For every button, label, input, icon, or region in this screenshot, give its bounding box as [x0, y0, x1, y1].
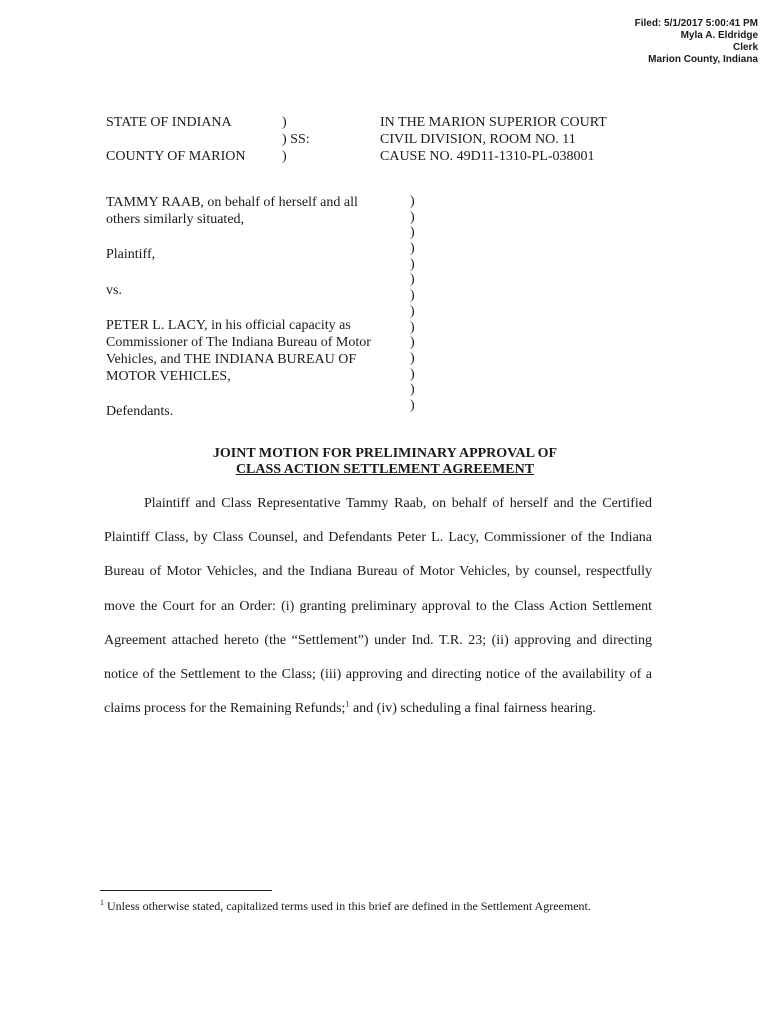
- paren-mark: ): [410, 256, 415, 272]
- paren-mark: ): [410, 288, 415, 304]
- document-title: [0, 446, 770, 478]
- footnote: [100, 899, 591, 913]
- plaintiff-name-line-2: others similarly situated,: [106, 212, 245, 227]
- paren-mark: ): [410, 194, 415, 209]
- paren-mark: ): [410, 209, 415, 225]
- paren-mark: ): [410, 241, 415, 257]
- filed-timestamp: Filed: 5/1/2017 5:00:41 PM: [634, 18, 758, 29]
- motion-text-part-1: Plaintiff and Class Representative Tammy Raab, on behalf of herself and the Certified Plaintiff Class, by Class Counsel, and Defendants Peter L. Lacy, Commissioner of the Indiana Bureau of Motor Vehicles, and the Indiana Bureau of Motor Vehicles, by counsel, respectfully move the Court for an Order: (i) granting preliminary approval to the Class Action Settlement Agreement attached hereto (the “Settlement”) under Ind. T.R. 23; (ii) approving and directing notice of the Settlement to the Class; (iii) approving and directing notice of the availability of a claims process for the Remaining Refunds;: [104, 496, 652, 717]
- caption-cause-number: CAUSE NO. 49D11-1310-PL-038001: [380, 149, 595, 164]
- caption-paren-column: [410, 194, 415, 414]
- paren-mark: ): [410, 397, 415, 413]
- paren-mark: ): [410, 272, 415, 288]
- versus-label: vs.: [106, 283, 122, 298]
- clerk-name: Myla A. Eldridge: [680, 30, 758, 41]
- caption-state: STATE OF INDIANA: [106, 115, 232, 130]
- footnote-text: Unless otherwise stated, capitalized terms used in this brief are defined in the Settlement Agreement.: [104, 899, 591, 913]
- caption-county: COUNTY OF MARION: [106, 149, 246, 164]
- paren-mark: ): [410, 335, 415, 351]
- footnote-reference[interactable]: 1: [345, 699, 350, 709]
- plaintiff-name-line-1: TAMMY RAAB, on behalf of herself and all: [106, 195, 358, 210]
- caption-paren-3: ): [282, 149, 287, 164]
- paren-mark: ): [410, 382, 415, 398]
- footnote-number: 1: [100, 898, 104, 907]
- caption-division: CIVIL DIVISION, ROOM NO. 11: [380, 132, 576, 147]
- defendant-name-line-3: Vehicles, and THE INDIANA BUREAU OF: [106, 352, 357, 367]
- plaintiff-label: Plaintiff,: [106, 247, 156, 262]
- paren-mark: ): [410, 319, 415, 335]
- defendant-name: [106, 317, 371, 385]
- clerk-role: Clerk: [732, 42, 758, 53]
- defendant-label: Defendants.: [106, 404, 174, 419]
- paren-mark: ): [410, 303, 415, 319]
- motion-paragraph: [104, 487, 652, 726]
- caption-ss: ) SS:: [282, 132, 310, 147]
- paren-mark: ): [410, 350, 415, 366]
- footnote-divider: [100, 890, 272, 891]
- document-title-line-1: JOINT MOTION FOR PRELIMINARY APPROVAL OF: [212, 446, 558, 461]
- caption-paren-1: ): [282, 115, 287, 130]
- filing-stamp: [635, 18, 758, 66]
- defendant-name-line-2: Commissioner of The Indiana Bureau of Motor: [106, 335, 371, 350]
- caption-court: IN THE MARION SUPERIOR COURT: [380, 115, 607, 130]
- clerk-county: Marion County, Indiana: [648, 54, 758, 65]
- document-title-line-2: CLASS ACTION SETTLEMENT AGREEMENT: [235, 462, 535, 477]
- plaintiff-name: [106, 194, 358, 228]
- paren-mark: ): [410, 225, 415, 241]
- motion-text-part-2: and (iv) scheduling a final fairness hearing.: [349, 701, 596, 717]
- defendant-name-line-4: MOTOR VEHICLES,: [106, 369, 231, 384]
- paren-mark: ): [410, 366, 415, 382]
- defendant-name-line-1: PETER L. LACY, in his official capacity as: [106, 318, 351, 333]
